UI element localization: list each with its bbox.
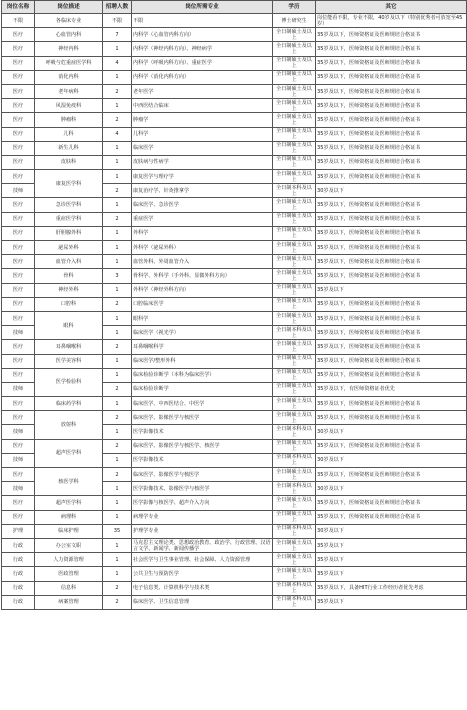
required-major-cell: 骨科学、外科学（手外科、显微外科方向）	[132, 269, 273, 283]
position-category-cell: 行政	[2, 567, 35, 581]
hiring-count-cell: 1	[103, 496, 132, 510]
position-description-cell: 泌尿外科	[35, 241, 103, 255]
position-category-cell: 医疗	[2, 439, 35, 453]
education-cell: 全日制硕士及以上	[273, 127, 316, 141]
education-cell: 全日制硕士及以上	[273, 113, 316, 127]
table-row	[2, 524, 467, 538]
table-row	[2, 14, 467, 28]
education-cell: 全日制硕士及以上	[273, 311, 316, 325]
other-requirements-cell: 35岁及以下，医师资格证及医师规培合格证书	[316, 28, 467, 42]
table-row	[2, 581, 467, 595]
position-category-cell: 医疗	[2, 411, 35, 425]
position-category-cell: 医疗	[2, 170, 35, 184]
position-category-cell: 医疗	[2, 155, 35, 169]
position-description-cell: 肿瘤科	[35, 113, 103, 127]
position-description-cell: 重症医学科	[35, 212, 103, 226]
position-category-cell: 技师	[2, 184, 35, 198]
header-hiring-count: 招聘人数	[103, 1, 132, 14]
required-major-cell: 临床医学（视光学）	[132, 326, 273, 340]
hiring-count-cell: 1	[103, 155, 132, 169]
hiring-count-cell: 1	[103, 453, 132, 467]
position-category-cell: 医疗	[2, 28, 35, 42]
table-row	[2, 411, 467, 425]
required-major-cell: 临床医学/整形外科	[132, 354, 273, 368]
position-category-cell: 医疗	[2, 70, 35, 84]
other-requirements-cell: 35岁及以下，医师资格证及医师规培合格证书	[316, 311, 467, 325]
table-row	[2, 567, 467, 581]
table-row	[2, 226, 467, 240]
required-major-cell: 眼科学	[132, 311, 273, 325]
position-category-cell: 技师	[2, 326, 35, 340]
position-description-cell: 核医学科	[35, 468, 103, 496]
required-major-cell: 临床医学、急诊医学	[132, 198, 273, 212]
table-body	[2, 14, 467, 610]
required-major-cell: 外科学（神经外科方向）	[132, 283, 273, 297]
table-row	[2, 141, 467, 155]
hiring-count-cell: 1	[103, 70, 132, 84]
hiring-count-cell: 1	[103, 538, 132, 552]
other-requirements-cell: 35岁及以下，医师资格证及医师规培合格证书	[316, 297, 467, 311]
table-row	[2, 56, 467, 70]
position-description-cell: 肝胆腺外科	[35, 226, 103, 240]
position-category-cell: 技师	[2, 453, 35, 467]
position-category-cell: 医疗	[2, 56, 35, 70]
position-description-cell: 急诊医学科	[35, 198, 103, 212]
position-description-cell: 消化内科	[35, 70, 103, 84]
position-description-cell: 血管介入科	[35, 255, 103, 269]
required-major-cell: 耳鼻咽喉科学	[132, 340, 273, 354]
position-category-cell: 不限	[2, 14, 35, 28]
position-description-cell: 儿科	[35, 127, 103, 141]
hiring-count-cell: 2	[103, 340, 132, 354]
required-major-cell: 护理学专业	[132, 524, 273, 538]
position-description-cell: 信息科	[35, 581, 103, 595]
other-requirements-cell: 35岁及以下，医师资格证及医师规培合格证书	[316, 84, 467, 98]
header-position-name: 岗位名称	[2, 1, 35, 14]
hiring-count-cell: 7	[103, 28, 132, 42]
required-major-cell: 临床检验诊断学（本科为临床医学）	[132, 368, 273, 382]
hiring-count-cell: 1	[103, 425, 132, 439]
education-cell: 全日制硕士及以上	[273, 397, 316, 411]
table-row	[2, 311, 467, 325]
table-row	[2, 241, 467, 255]
required-major-cell: 外科学（泌尿外科）	[132, 241, 273, 255]
position-category-cell: 医疗	[2, 468, 35, 482]
table-row	[2, 127, 467, 141]
education-cell: 全日制硕士及以上	[273, 553, 316, 567]
position-category-cell: 医疗	[2, 42, 35, 56]
position-category-cell: 医疗	[2, 354, 35, 368]
hiring-count-cell: 2	[103, 382, 132, 396]
education-cell: 全日制硕士及以上	[273, 155, 316, 169]
education-cell: 全日制硕士及以上	[273, 340, 316, 354]
other-requirements-cell: 35岁及以下，医师资格证及医师规培合格证书	[316, 411, 467, 425]
education-cell: 全日制硕士及以上	[273, 226, 316, 240]
table-row	[2, 255, 467, 269]
position-description-cell: 眼科	[35, 311, 103, 339]
recruitment-table	[1, 0, 467, 610]
education-cell: 全日制硕士及以上	[273, 70, 316, 84]
hiring-count-cell: 1	[103, 141, 132, 155]
hiring-count-cell: 2	[103, 411, 132, 425]
other-requirements-cell: 35岁及以下，医师资格证及医师规培合格证书	[316, 56, 467, 70]
position-category-cell: 医疗	[2, 113, 35, 127]
position-category-cell: 行政	[2, 553, 35, 567]
position-description-cell: 医学检验科	[35, 368, 103, 396]
hiring-count-cell: 2	[103, 212, 132, 226]
hiring-count-cell: 1	[103, 241, 132, 255]
position-description-cell: 呼吸与危重症医学科	[35, 56, 103, 70]
education-cell: 全日制硕士及以上	[273, 255, 316, 269]
required-major-cell: 马克思主义理论类、思想政治教育、政治学、行政管理、汉语言文学、新闻学、新闻传播学	[133, 539, 271, 552]
hiring-count-cell: 不限	[103, 14, 132, 28]
table-row	[2, 397, 467, 411]
position-category-cell: 医疗	[2, 212, 35, 226]
header-education: 学历	[273, 1, 316, 14]
hiring-count-cell: 3	[103, 269, 132, 283]
position-description-cell: 康复医学科	[35, 170, 103, 198]
position-category-cell: 医疗	[2, 84, 35, 98]
education-cell: 全日制硕士及以上	[273, 141, 316, 155]
education-cell: 全日制硕士及以上	[273, 468, 316, 482]
hiring-count-cell: 1	[103, 567, 132, 581]
other-requirements-cell: 30岁及以下	[316, 453, 467, 467]
position-description-cell: 办公室文职	[35, 538, 103, 552]
hiring-count-cell: 1	[103, 198, 132, 212]
hiring-count-cell: 1	[103, 368, 132, 382]
required-major-cell: 老年医学	[132, 84, 273, 98]
table-row	[2, 84, 467, 98]
table-row	[2, 269, 467, 283]
hiring-count-cell: 1	[103, 354, 132, 368]
required-major-cell: 医学影像技术、影像医学与核医学	[132, 482, 273, 496]
table-row	[2, 538, 467, 552]
required-major-cell: 口腔临床医学	[132, 297, 273, 311]
hiring-count-cell: 1	[103, 255, 132, 269]
position-category-cell: 技师	[2, 425, 35, 439]
hiring-count-cell: 2	[103, 113, 132, 127]
position-description-cell: 超声医学科	[35, 496, 103, 510]
required-major-cell: 内科学（呼吸内科方向）、重症医学	[132, 56, 273, 70]
position-description-cell: 皮肤科	[35, 155, 103, 169]
hiring-count-cell: 1	[103, 397, 132, 411]
table-row	[2, 198, 467, 212]
required-major-cell: 皮肤病与性病学	[132, 155, 273, 169]
table-row	[2, 510, 467, 524]
position-description-cell: 临床药学科	[35, 397, 103, 411]
table-row	[2, 368, 467, 382]
position-description-cell: 病案管理	[35, 595, 103, 609]
position-description-cell: 口腔科	[35, 297, 103, 311]
required-major-cell: 临床医学、卫生信息管理	[132, 595, 273, 609]
position-category-cell: 医疗	[2, 496, 35, 510]
required-major-cell: 医学影像技术	[132, 425, 273, 439]
position-category-cell: 医疗	[2, 141, 35, 155]
other-requirements-cell: 35岁及以下，医师资格证及医师规培合格证书	[316, 170, 467, 184]
education-cell: 全日制本科及以上	[273, 326, 316, 340]
education-cell: 全日制硕士及以上	[273, 496, 316, 510]
hiring-count-cell: 1	[103, 482, 132, 496]
other-requirements-cell: 35岁及以下，医师资格证及医师规培合格证书	[316, 368, 467, 382]
position-category-cell: 医疗	[2, 340, 35, 354]
other-requirements-cell: 35岁及以下	[316, 538, 467, 552]
required-major-cell: 医学影像与核医学、超声介入方向	[132, 496, 273, 510]
education-cell: 全日制硕士及以上	[273, 382, 316, 396]
other-requirements-cell: 35岁及以下，医师资格证及医师规培合格证书	[316, 241, 467, 255]
position-category-cell: 医疗	[2, 269, 35, 283]
position-category-cell: 技师	[2, 482, 35, 496]
table-row	[2, 340, 467, 354]
education-cell: 全日制硕士及以上	[273, 510, 316, 524]
other-requirements-cell: 35岁及以下，医师资格证及医师规培合格证书	[316, 468, 467, 482]
table-row	[2, 212, 467, 226]
required-major-cell: 内科学（心血管内科方向）	[132, 28, 273, 42]
position-category-cell: 医疗	[2, 198, 35, 212]
table-row	[2, 170, 467, 184]
hiring-count-cell: 2	[103, 468, 132, 482]
table-row	[2, 297, 467, 311]
other-requirements-cell: 35岁及以下，医师资格证及医师规培合格证书	[316, 397, 467, 411]
position-category-cell: 行政	[2, 581, 35, 595]
table-row	[2, 468, 467, 482]
header-required-major: 岗位所需专业	[132, 1, 273, 14]
other-requirements-cell: 35岁及以下，医师资格证及医师规培合格证书	[316, 70, 467, 84]
other-requirements-cell: 35岁及以下	[316, 595, 467, 609]
header-position-description: 岗位描述	[35, 1, 103, 14]
hiring-count-cell: 2	[103, 297, 132, 311]
position-category-cell: 医疗	[2, 368, 35, 382]
education-cell: 全日制硕士及以上	[273, 411, 316, 425]
education-cell: 全日制硕士及以上	[273, 283, 316, 297]
hiring-count-cell: 4	[103, 56, 132, 70]
other-requirements-cell: 岗位能看不限，专业不限，40岁及以下（特别优秀者可放宽至45岁）	[316, 14, 467, 28]
other-requirements-cell: 35岁及以下，医师资格证及医师规培合格证书	[316, 269, 467, 283]
education-cell: 全日制硕士及以上	[273, 269, 316, 283]
other-requirements-cell: 35岁及以下	[316, 567, 467, 581]
position-description-cell: 神经外科	[35, 283, 103, 297]
other-requirements-cell: 30岁及以下	[316, 184, 467, 198]
other-requirements-cell: 35岁及以下，有医师资格证者优先	[316, 382, 467, 396]
other-requirements-cell: 35岁及以下，医师资格证及医师规培合格证书	[316, 127, 467, 141]
education-cell: 全日制本科及以上	[273, 482, 316, 496]
hiring-count-cell: 1	[103, 510, 132, 524]
other-requirements-cell: 35岁及以下，医师资格证及医师规培合格证书	[316, 255, 467, 269]
hiring-count-cell: 2	[103, 84, 132, 98]
position-category-cell: 医疗	[2, 311, 35, 325]
hiring-count-cell: 1	[103, 311, 132, 325]
required-major-cell: 血管外科、外周血管介入	[132, 255, 273, 269]
required-major-cell: 电子信息类、计算机科学与技术类	[132, 581, 273, 595]
hiring-count-cell: 1	[103, 226, 132, 240]
other-requirements-cell: 35岁及以下	[316, 553, 467, 567]
hiring-count-cell: 2	[103, 184, 132, 198]
required-major-cell: 临床医学、中西医结合、中医学	[132, 397, 273, 411]
table-row	[2, 28, 467, 42]
position-category-cell: 医疗	[2, 510, 35, 524]
required-major-cell: 临床医学、影像医学与核医学、核医学	[132, 439, 273, 453]
position-category-cell: 医疗	[2, 255, 35, 269]
hiring-count-cell: 4	[103, 127, 132, 141]
position-category-cell: 医疗	[2, 99, 35, 113]
position-category-cell: 技师	[2, 382, 35, 396]
other-requirements-cell: 35岁及以下，医师资格证及医师规培合格证书	[316, 198, 467, 212]
hiring-count-cell: 1	[103, 326, 132, 340]
required-major-cell: 医学影像技术	[132, 453, 273, 467]
hiring-count-cell: 1	[103, 99, 132, 113]
required-major-cell: 病理学专业	[132, 510, 273, 524]
required-major-cell: 内科学（消化内科方向）	[132, 70, 273, 84]
table-row	[2, 113, 467, 127]
required-major-cell: 肿瘤学	[132, 113, 273, 127]
other-requirements-cell: 35岁及以下，医师资格证及医师规培合格证书	[316, 510, 467, 524]
education-cell: 全日制本科及以上	[273, 595, 316, 609]
position-description-cell: 老年病科	[35, 84, 103, 98]
position-description-cell: 各临床专业	[35, 14, 103, 28]
position-description-cell: 病理科	[35, 510, 103, 524]
education-cell: 全日制本科及以上	[273, 453, 316, 467]
required-major-cell: 中西医结合临床	[132, 99, 273, 113]
table-header-row	[2, 1, 467, 14]
other-requirements-cell: 35岁及以下，医师资格证及医师规培合格证书	[316, 354, 467, 368]
table-row	[2, 595, 467, 609]
table-row	[2, 553, 467, 567]
other-requirements-cell: 35岁及以下，医师资格证及医师规培合格证书	[316, 439, 467, 453]
position-description-cell: 心血管内科	[35, 28, 103, 42]
education-cell: 全日制本科及以上	[273, 524, 316, 538]
education-cell: 全日制硕士及以上	[273, 297, 316, 311]
position-description-cell: 超声医学科	[35, 439, 103, 467]
position-description-cell: 骨科	[35, 269, 103, 283]
education-cell: 全日制硕士及以上	[273, 439, 316, 453]
education-cell: 全日制硕士及以上	[273, 241, 316, 255]
position-category-cell: 医疗	[2, 397, 35, 411]
hiring-count-cell: 35	[103, 524, 132, 538]
education-cell: 全日制本科及以上	[273, 184, 316, 198]
position-description-cell: 医政管理	[35, 567, 103, 581]
position-description-cell: 神经内科	[35, 42, 103, 56]
required-major-cell: 临床医学	[132, 141, 273, 155]
required-major-cell: 临床医学、影像医学与核医学	[132, 468, 273, 482]
required-major-cell: 康复治疗学、针灸推拿学	[132, 184, 273, 198]
table-row	[2, 70, 467, 84]
other-requirements-cell: 35岁及以下，具备HIT行业工作经历者优先考虑	[316, 581, 467, 595]
other-requirements-cell: 35岁及以下，医师资格证及医师规培合格证书	[316, 212, 467, 226]
required-major-cell: 外科学	[132, 226, 273, 240]
required-major-cell: 儿科学	[132, 127, 273, 141]
position-description-cell: 新生儿科	[35, 141, 103, 155]
other-requirements-cell: 35岁及以下，医师资格证及医师规培合格证书	[316, 226, 467, 240]
education-cell: 博士研究生	[273, 14, 316, 28]
required-major-cell: 康复医学与理疗学	[132, 170, 273, 184]
table-row	[2, 42, 467, 56]
education-cell: 全日制硕士及以上	[273, 56, 316, 70]
other-requirements-cell: 35岁及以下，医师资格证及医师规培合格证书	[316, 496, 467, 510]
other-requirements-cell: 30岁及以下	[316, 524, 467, 538]
education-cell: 全日制硕士及以上	[273, 567, 316, 581]
position-category-cell: 护理	[2, 524, 35, 538]
other-requirements-cell: 30岁及以下	[316, 482, 467, 496]
other-requirements-cell: 35岁及以下，医师资格证及医师规培合格证书	[316, 42, 467, 56]
other-requirements-cell: 35岁及以下	[316, 283, 467, 297]
education-cell: 全日制硕士及以上	[273, 368, 316, 382]
required-major-cell: 内科学（神经内科方向）、神经病学	[132, 42, 273, 56]
education-cell: 全日制硕士及以上	[273, 99, 316, 113]
education-cell: 全日制硕士及以上	[273, 84, 316, 98]
table-row	[2, 496, 467, 510]
position-category-cell: 医疗	[2, 127, 35, 141]
education-cell: 全日制硕士及以上	[273, 170, 316, 184]
education-cell: 全日制硕士及以上	[273, 538, 316, 552]
position-description-cell: 人力资源管理	[35, 553, 103, 567]
education-cell: 全日制本科及以上	[273, 425, 316, 439]
hiring-count-cell: 2	[103, 439, 132, 453]
position-category-cell: 行政	[2, 538, 35, 552]
position-description-cell: 临床护理	[35, 524, 103, 538]
education-cell: 全日制硕士及以上	[273, 354, 316, 368]
table-row	[2, 439, 467, 453]
table-row	[2, 283, 467, 297]
table-row	[2, 354, 467, 368]
other-requirements-cell: 35岁及以下，医师资格证及医师规培合格证书	[316, 155, 467, 169]
required-major-cell: 社会医学与卫生事业管理、社会保障、人力资源管理	[132, 553, 273, 567]
position-category-cell: 医疗	[2, 297, 35, 311]
position-category-cell: 医疗	[2, 241, 35, 255]
hiring-count-cell: 1	[103, 170, 132, 184]
education-cell: 全日制硕士及以上	[273, 42, 316, 56]
position-category-cell: 医疗	[2, 283, 35, 297]
other-requirements-cell: 30岁及以下	[316, 425, 467, 439]
education-cell: 全日制硕士及以上	[273, 198, 316, 212]
other-requirements-cell: 35岁及以下，医师资格证及医师规培合格证书	[316, 113, 467, 127]
position-description-cell: 医学美容科	[35, 354, 103, 368]
position-description-cell: 风湿免疫科	[35, 99, 103, 113]
hiring-count-cell: 1	[103, 283, 132, 297]
position-description-cell: 放射科	[35, 411, 103, 439]
required-major-cell: 公共卫生与预防医学	[132, 567, 273, 581]
education-cell: 全日制本科及以上	[273, 581, 316, 595]
required-major-cell: 临床检验诊断学	[132, 382, 273, 396]
hiring-count-cell: 1	[103, 553, 132, 567]
hiring-count-cell: 1	[103, 42, 132, 56]
other-requirements-cell: 35岁及以下，医师资格证及医师规培合格证书	[316, 99, 467, 113]
other-requirements-cell: 35岁及以下，医师资格证及医师规培合格证书	[316, 340, 467, 354]
table-row	[2, 155, 467, 169]
table-row	[2, 99, 467, 113]
required-major-cell: 临床医学、影像医学与核医学	[132, 411, 273, 425]
position-category-cell: 医疗	[2, 226, 35, 240]
position-description-cell: 耳鼻咽喉科	[35, 340, 103, 354]
other-requirements-cell: 35岁及以下，医师资格证及医师规培合格证书	[316, 326, 467, 340]
required-major-cell: 重症医学	[132, 212, 273, 226]
hiring-count-cell: 2	[103, 595, 132, 609]
education-cell: 全日制硕士及以上	[273, 28, 316, 42]
position-category-cell: 行政	[2, 595, 35, 609]
other-requirements-cell: 35岁及以下，医师资格证及医师规培合格证书	[316, 141, 467, 155]
header-other: 其它	[316, 1, 467, 14]
education-cell: 全日制硕士及以上	[273, 212, 316, 226]
hiring-count-cell: 2	[103, 581, 132, 595]
required-major-cell: 不限	[132, 14, 273, 28]
